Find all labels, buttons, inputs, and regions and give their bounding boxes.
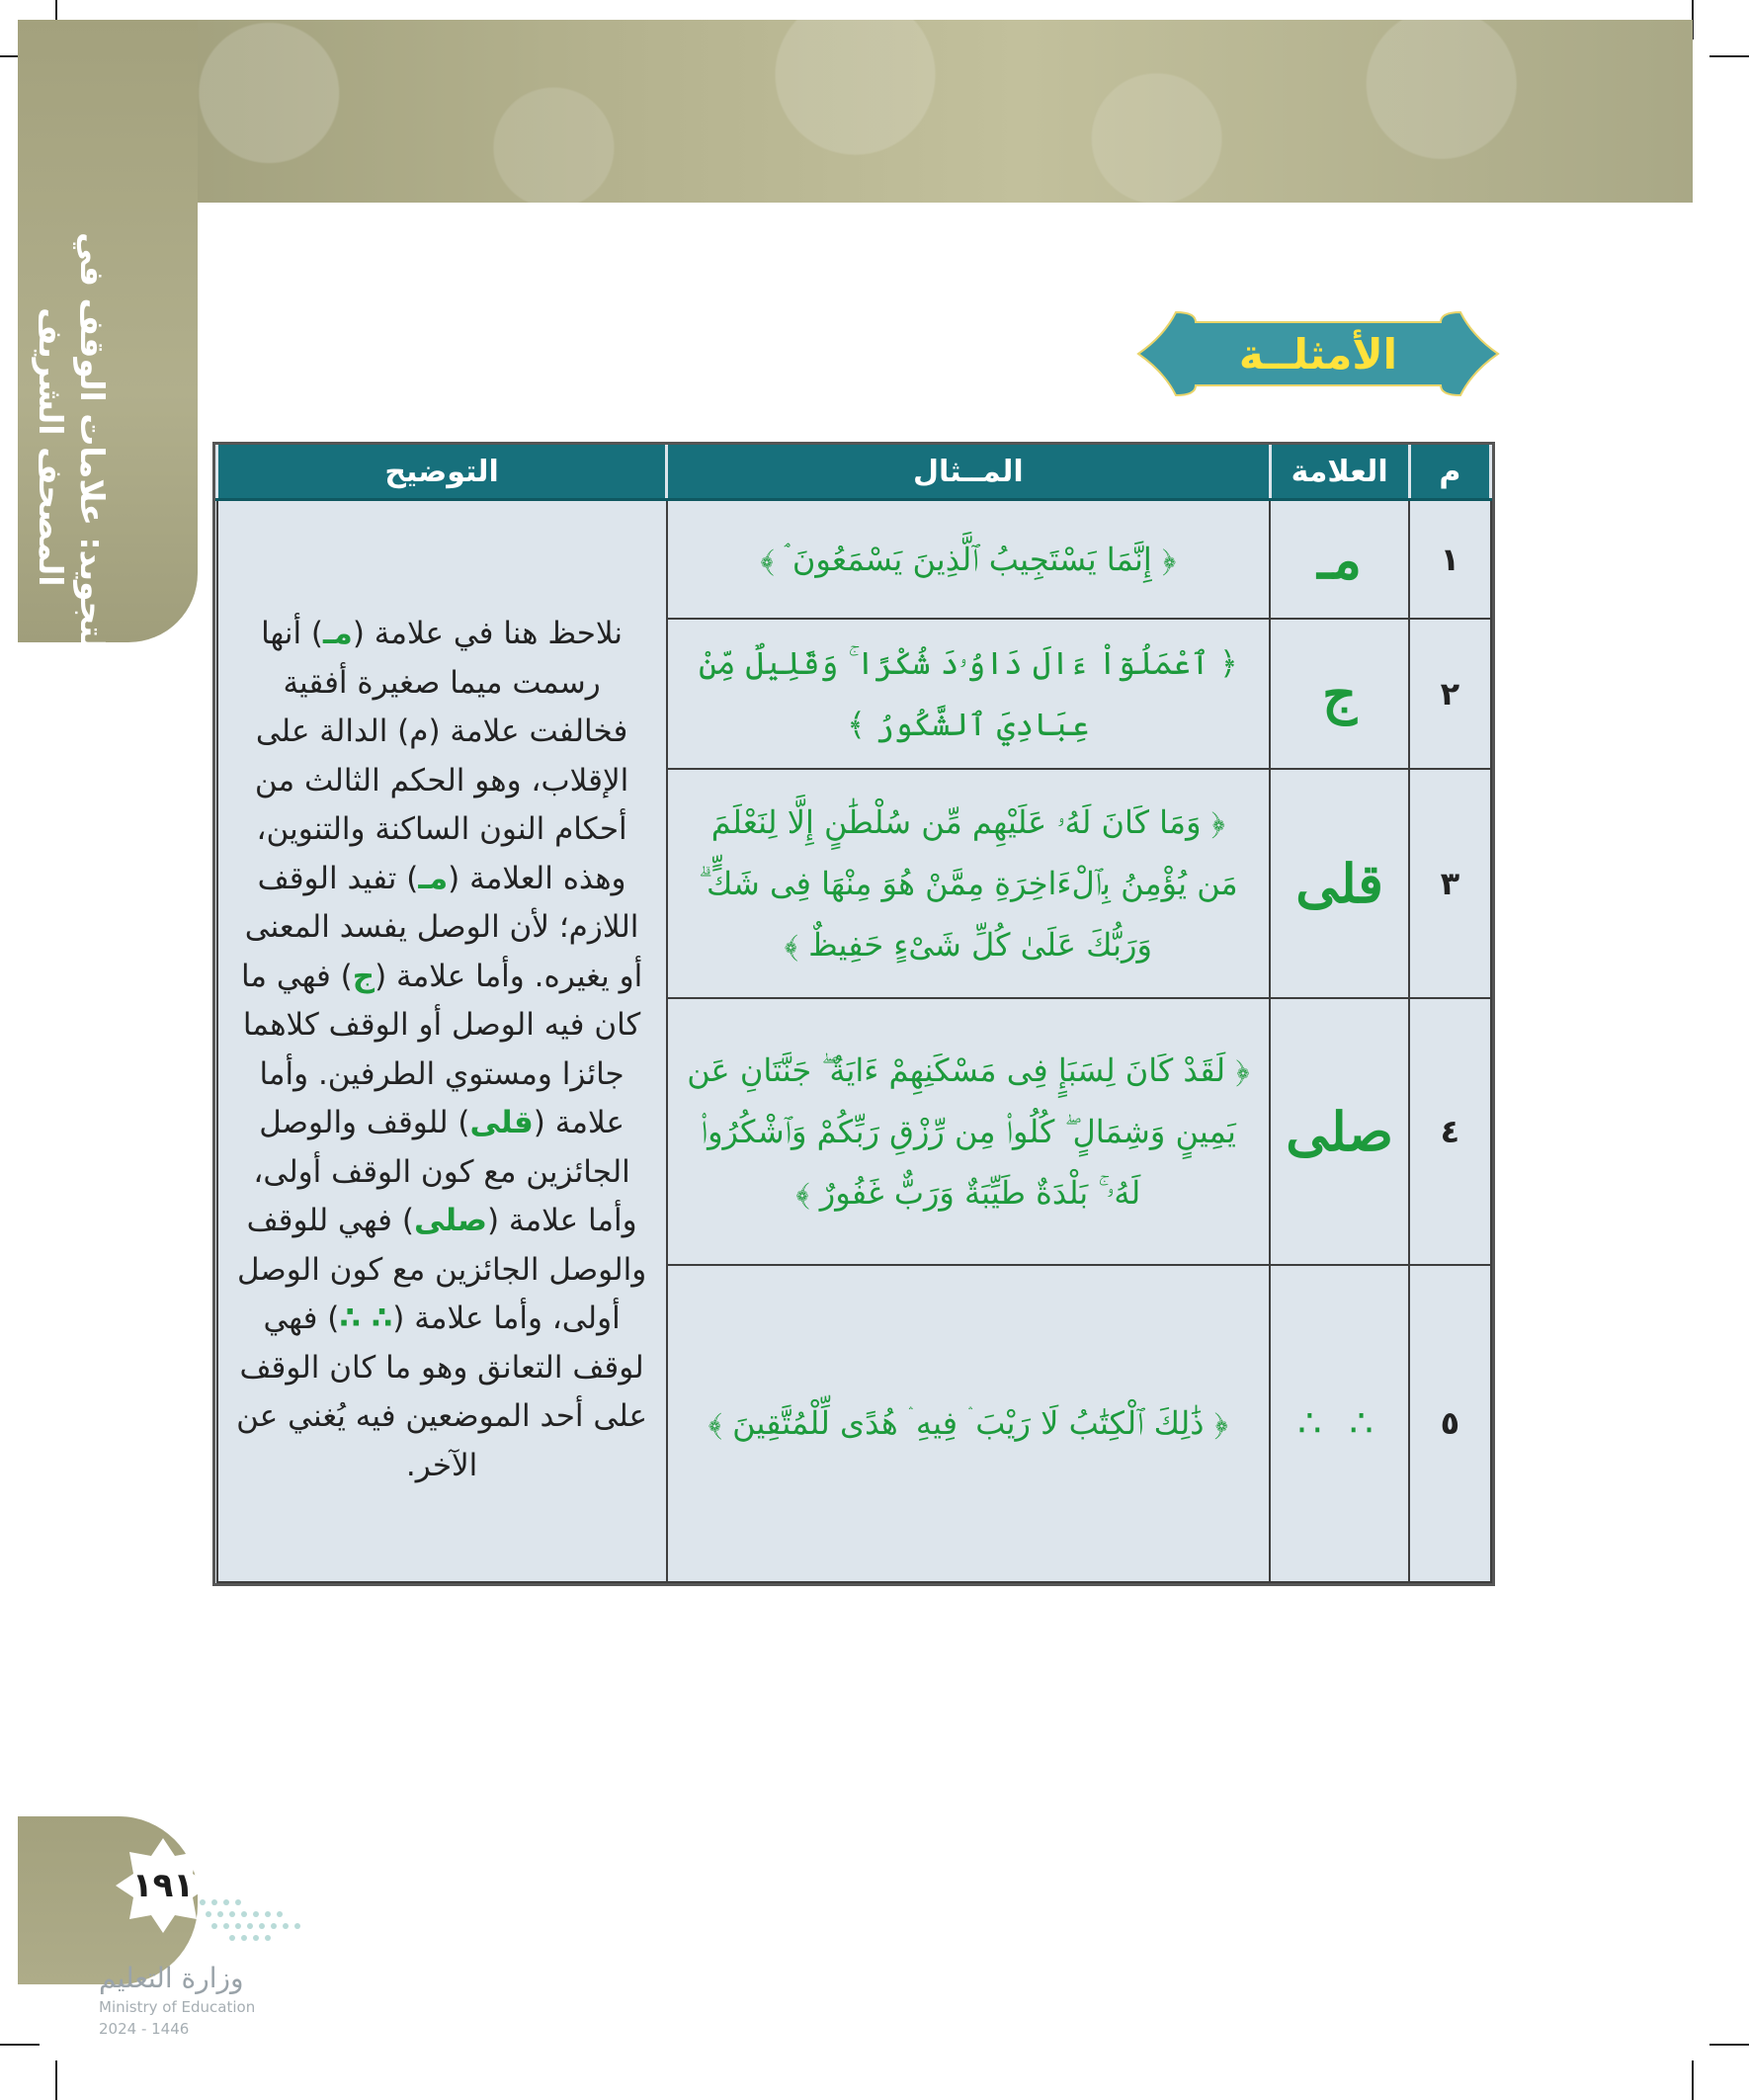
header-mark: العلامة [1270, 445, 1409, 500]
mark-triple-dots-icon: ∴ ∴ [1297, 1401, 1381, 1446]
ministry-year: 2024 - 1446 [99, 2020, 190, 2038]
inline-mark-qala: قلى [469, 1105, 534, 1140]
page-number: ١٩١ [131, 1866, 195, 1905]
example-verse-cell [667, 619, 1270, 769]
crop-mark [55, 2060, 57, 2100]
ministry-name-arabic: وزارة التعليم [99, 1962, 244, 1994]
example-verse-cell [667, 1265, 1270, 1583]
inline-mark-meem: مـ [323, 616, 353, 651]
row-number: ٥ [1409, 1265, 1490, 1583]
example-verse-cell [667, 998, 1270, 1265]
row-number: ٣ [1409, 769, 1490, 998]
mark-jeem-icon: ج [1322, 661, 1358, 725]
header-num: م [1409, 445, 1490, 500]
crop-mark [1692, 2060, 1694, 2100]
inline-mark-meem: مـ [418, 860, 449, 896]
table-row [217, 500, 1491, 619]
examples-table [212, 442, 1495, 1586]
ministry-logo-dots-icon [193, 1892, 321, 1947]
header-example: المــثال [667, 445, 1270, 500]
explanation-text: نلاحظ هنا في علامة (مـ) أنها رسمت ميما صغيرة أفقية فخالفت علامة (م) الدالة على الإقلاب، وهو الحكم الثالث من أحكام النون الساكنة والتنوين، وهذه العلامة (مـ) تفيد الوقف اللازم؛ لأن الوصل يفسد المعنى أو يغيره. وأما علامة (ج) فهي ما كان فيه الوصل أو الوقف كلاهما جائزا ومستوي الطرفين. وأما علامة (قلى) للوقف والوصل الجائزين مع كون الوقف أولى، وأما علامة (صلى) فهي للوقف والوصل الجائزين مع كون الوصل أولى، وأما علامة (∴ ∴) فهي لوقف التعانق وهو ما كان الوقف على أحد الموضعين فيه يُغني عن الآخر. [217, 500, 667, 1583]
table-header-row [217, 445, 1491, 500]
mark-meem-icon: مـ [1317, 527, 1362, 591]
stop-mark [1270, 500, 1409, 619]
mark-sala-icon: صلى [1286, 1099, 1393, 1163]
example-verse: ﴿ ٱعْمَلُوٓاْ ءَالَ دَاوُۥدَ شُكْرًا ۚ وَقَلِيلٌ مِّنْ عِبَادِيَ ٱلشَّكُورُ ﴾ [698, 643, 1238, 743]
stop-mark [1270, 1265, 1409, 1583]
examples-heading: الأمثلــة [1238, 329, 1398, 378]
stop-mark [1270, 998, 1409, 1265]
inline-mark-jeem: ج [352, 958, 375, 994]
inline-mark-sala: صلى [413, 1203, 487, 1238]
crop-mark [1709, 55, 1749, 57]
example-verse: ﴿ وَمَا كَانَ لَهُۥ عَلَيْهِم مِّن سُلْطَٰنٍ إِلَّا لِنَعْلَمَ مَن يُؤْمِنُ بِٱلْءَاخِرَةِ مِمَّنْ هُوَ مِنْهَا فِى شَكٍّ ۗ وَرَبُّكَ عَلَىٰ كُلِّ شَىْءٍ حَفِيظٌ ﴾ [698, 802, 1238, 964]
ministry-name-english: Ministry of Education [99, 1998, 256, 2016]
row-number: ٢ [1409, 619, 1490, 769]
chapter-side-tab [18, 20, 198, 662]
example-verse-cell [667, 500, 1270, 619]
stop-mark [1270, 769, 1409, 998]
example-verse: ﴿ إِنَّمَا يَسْتَجِيبُ ٱلَّذِينَ يَسْمَعُونَ ۘ ﴾ [760, 540, 1177, 578]
example-verse: ﴿ ذَٰلِكَ ٱلْكِتَٰبُ لَا رَيْبَ ۛ فِيهِ ۛ هُدًى لِّلْمُتَّقِينَ ﴾ [708, 1404, 1228, 1443]
examples-heading-badge [1136, 306, 1500, 401]
row-number: ١ [1409, 500, 1490, 619]
inline-mark-dots: ∴ ∴ [339, 1301, 393, 1336]
mark-qala-icon: قلى [1295, 851, 1383, 915]
crop-mark [0, 2044, 40, 2046]
top-ornament-band [18, 20, 1693, 203]
header-explanation: التوضيح [217, 445, 667, 500]
example-verse-cell [667, 769, 1270, 998]
crop-mark [1709, 2044, 1749, 2046]
chapter-title-line2: المصحف الشريف [32, 307, 70, 587]
example-verse: ﴿ لَقَدْ كَانَ لِسَبَإٍ فِى مَسْكَنِهِمْ ءَايَةٌ ۖ جَنَّتَانِ عَن يَمِينٍ وَشِمَالٍ ۖ كُلُوا۟ مِن رِّزْقِ رَبِّكُمْ وَٱشْكُرُوا۟ لَهُۥ ۚ بَلْدَةٌ طَيِّبَةٌ وَرَبٌّ غَفُورٌ ﴾ [687, 1050, 1250, 1212]
chapter-title [18, 20, 198, 662]
row-number: ٤ [1409, 998, 1490, 1265]
stop-mark [1270, 619, 1409, 769]
chapter-title-line1: التجويد: علامات الوقف في [73, 232, 112, 662]
